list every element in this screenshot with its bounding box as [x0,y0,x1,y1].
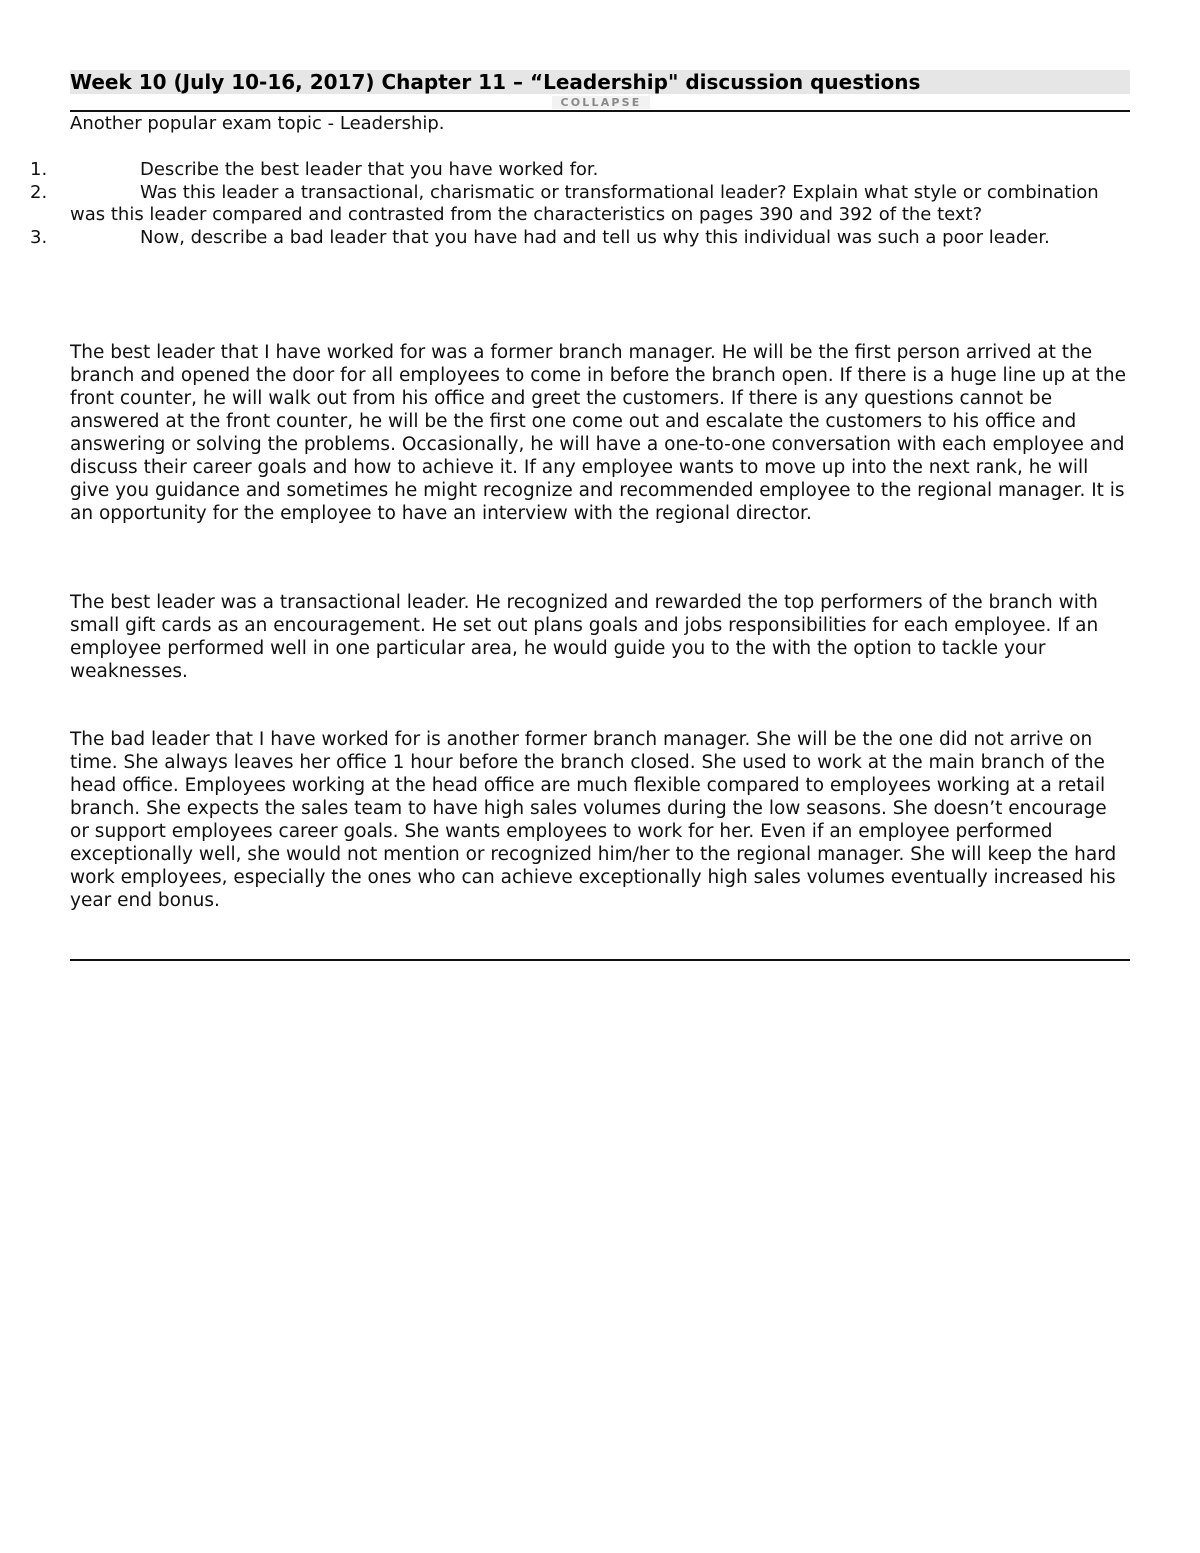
answer-paragraph-1: The best leader that I have worked for was a former branch manager. He will be the first person arrived at the branch and opened the door for all employees to come in before the branch open. If there is a huge line up at the front counter, he will walk out from his office and greet the customers. If there is any questions cannot be answered at the front counter, he will be the first one come out and escalate the customers to his office and answering or solving the problems. Occasionally, he will have a one-to-one conversation with each employee and discuss their career goals and how to achieve it. If any employee wants to move up into the next rank, he will give you guidance and sometimes he might recognize and recommended employee to the regional manager. It is an opportunity for the employee to have an interview with the regional director. [70,342,1127,524]
question-list [30,159,1130,249]
question-text: Describe the best leader that you have worked for. [140,159,599,180]
title-bar [70,70,1130,94]
question-item [30,227,1130,250]
intro-text: Another popular exam topic - Leadership. [70,113,445,134]
top-divider [70,110,1130,112]
question-text: Was this leader a transactional, charismatic or transformational leader? Explain what style or combination was this leader compared and contrasted from the characteristics on pages 390 and 392 of the text? [70,181,1099,225]
collapse-button[interactable]: COLLAPSE [552,96,650,109]
question-item [30,159,1130,182]
document-page [30,70,1130,911]
answer-paragraph-3: The bad leader that I have worked for is another former branch manager. She will be the one did not arrive on time. She always leaves her office 1 hour before the branch closed. She used to work at the main branch of the head office. Employees working at the head office are much flexible compared to employees working at a retail branch. She expects the sales team to have high sales volumes during the low seasons. She doesn’t encourage or support employees career goals. She wants employees to work for her. Even if an employee performed exceptionally well, she would not mention or recognized him/her to the regional manager. She will keep the hard work employees, especially the ones who can achieve exceptionally high sales volumes eventually increased his year end bonus. [70,729,1117,911]
question-number: 1. [30,159,48,180]
question-text: Now, describe a bad leader that you have had and tell us why this individual was such a poor leader. [140,226,1050,248]
page-title: Week 10 (July 10-16, 2017) Chapter 11 – “Leadership" discussion questions [70,70,921,94]
question-item [30,182,1130,227]
answer-paragraph-2: The best leader was a transactional leader. He recognized and rewarded the top performers of the branch with small gift cards as an encouragement. He set out plans goals and jobs responsibilities for each employee. If an employee performed well in one particular area, he would guide you to the with the option to tackle your weaknesses. [70,592,1099,682]
question-number: 3. [30,226,48,248]
bottom-divider [70,959,1130,961]
question-number: 2. [30,181,48,203]
